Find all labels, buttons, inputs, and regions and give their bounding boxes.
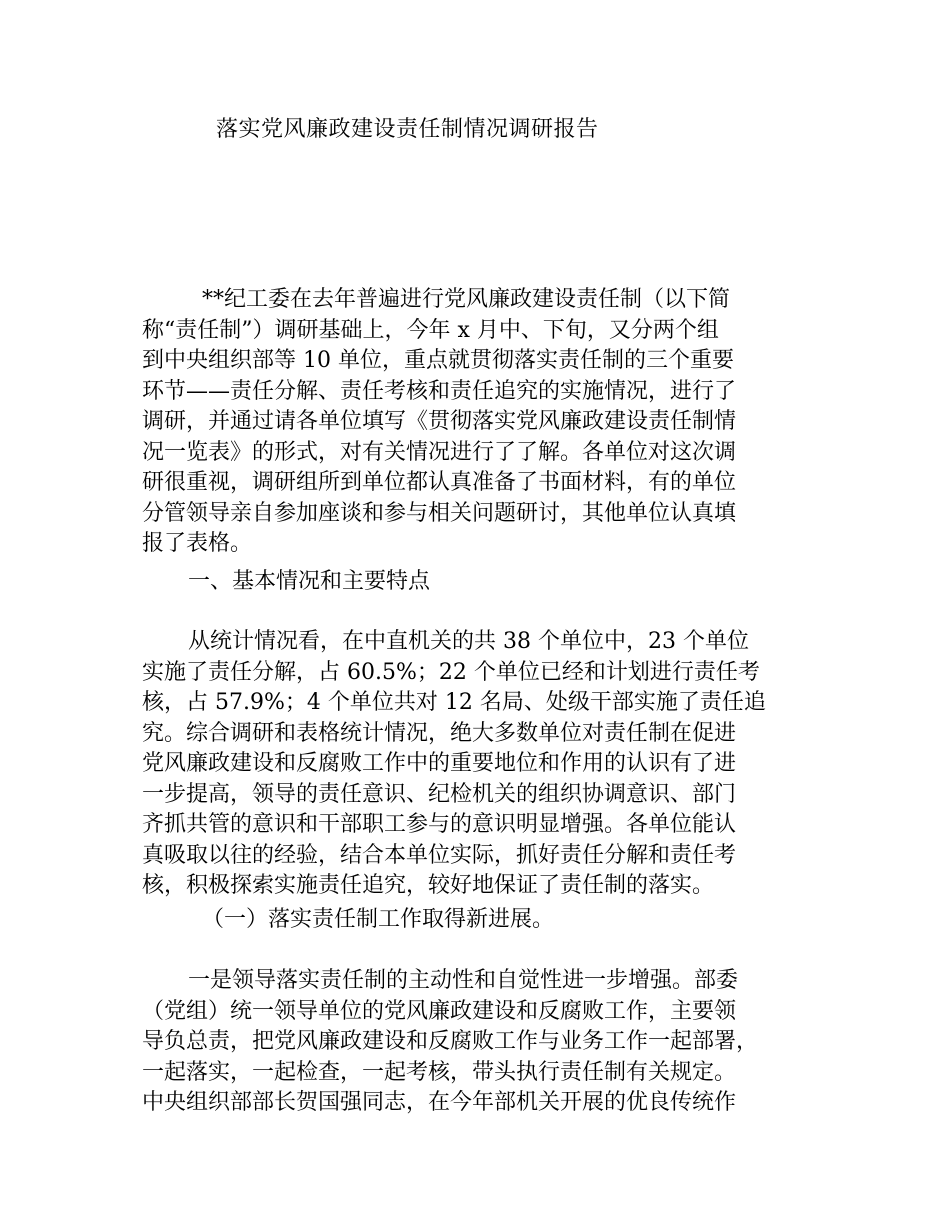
text-line: 究。综合调研和表格统计情况，绝大多数单位对责任制在促进 — [142, 720, 737, 746]
text-line: 研很重视，调研组所到单位都认真准备了书面材料，有的单位 — [142, 470, 737, 495]
text-line: 实施了责任分解，占 60.5%；22 个单位已经和计划进行责任考 — [142, 659, 760, 685]
text-line: 核，积极探索实施责任追究，较好地保证了责任制的落实。 — [142, 873, 715, 898]
text-line: 中央组织部部长贺国强同志，在今年部机关开展的优良传统作 — [142, 1090, 737, 1115]
text-line: （党组）统一领导单位的党风廉政建设和反腐败工作，主要领 — [142, 998, 737, 1024]
text-line: 称“责任制”）调研基础上，今年 x 月中、下旬，又分两个组 — [142, 317, 719, 343]
paragraph-leadership — [142, 966, 832, 1119]
text-line: 环节——责任分解、责任考核和责任追究的实施情况，进行了 — [142, 378, 737, 404]
paragraph-intro — [142, 285, 832, 560]
heading-text: 一、基本情况和主要特点 — [188, 569, 431, 594]
document-title: 落实党风廉政建设责任制情况调研报告 — [216, 117, 599, 142]
text-line: 一是领导落实责任制的主动性和自觉性进一步增强。部委 — [188, 968, 739, 993]
text-line: 真吸取以往的经验，结合本单位实际，抓好责任分解和责任考 — [142, 842, 737, 868]
text-line: 报了表格。 — [142, 531, 253, 556]
text-line: 一起落实，一起检查，一起考核，带头执行责任制有关规定。 — [142, 1059, 737, 1085]
text-line: 核，占 57.9%；4 个单位共对 12 名局、处级干部实施了责任追 — [142, 690, 766, 715]
heading-text: （一）落实责任制工作取得新进展。 — [202, 907, 555, 932]
paragraph-statistics — [142, 627, 832, 902]
text-line: 分管领导亲自参加座谈和参与相关问题研讨，其他单位认真填 — [142, 500, 737, 526]
text-line: 导负总责，把党风廉政建设和反腐败工作与业务工作一起部署， — [142, 1029, 759, 1054]
text-line: 党风廉政建设和反腐败工作中的重要地位和作用的认识有了进 — [142, 751, 737, 776]
text-line: 从统计情况看，在中直机关的共 38 个单位中，23 个单位 — [188, 629, 749, 654]
text-line: 一步提高，领导的责任意识、纪检机关的组织协调意识、部门 — [142, 781, 737, 807]
text-line: 调研，并通过请各单位填写《贯彻落实党风廉政建设责任制情 — [142, 409, 737, 434]
text-line: **纪工委在去年普遍进行党风廉政建设责任制（以下简 — [202, 287, 731, 312]
section-heading-basic — [142, 567, 832, 598]
text-line: 况一览表》的形式，对有关情况进行了了解。各单位对这次调 — [142, 439, 737, 465]
subsection-heading-progress — [142, 905, 832, 936]
text-line: 齐抓共管的意识和干部职工参与的意识明显增强。各单位能认 — [142, 812, 737, 837]
text-line: 到中央组织部等 10 单位，重点就贯彻落实责任制的三个重要 — [142, 348, 734, 373]
